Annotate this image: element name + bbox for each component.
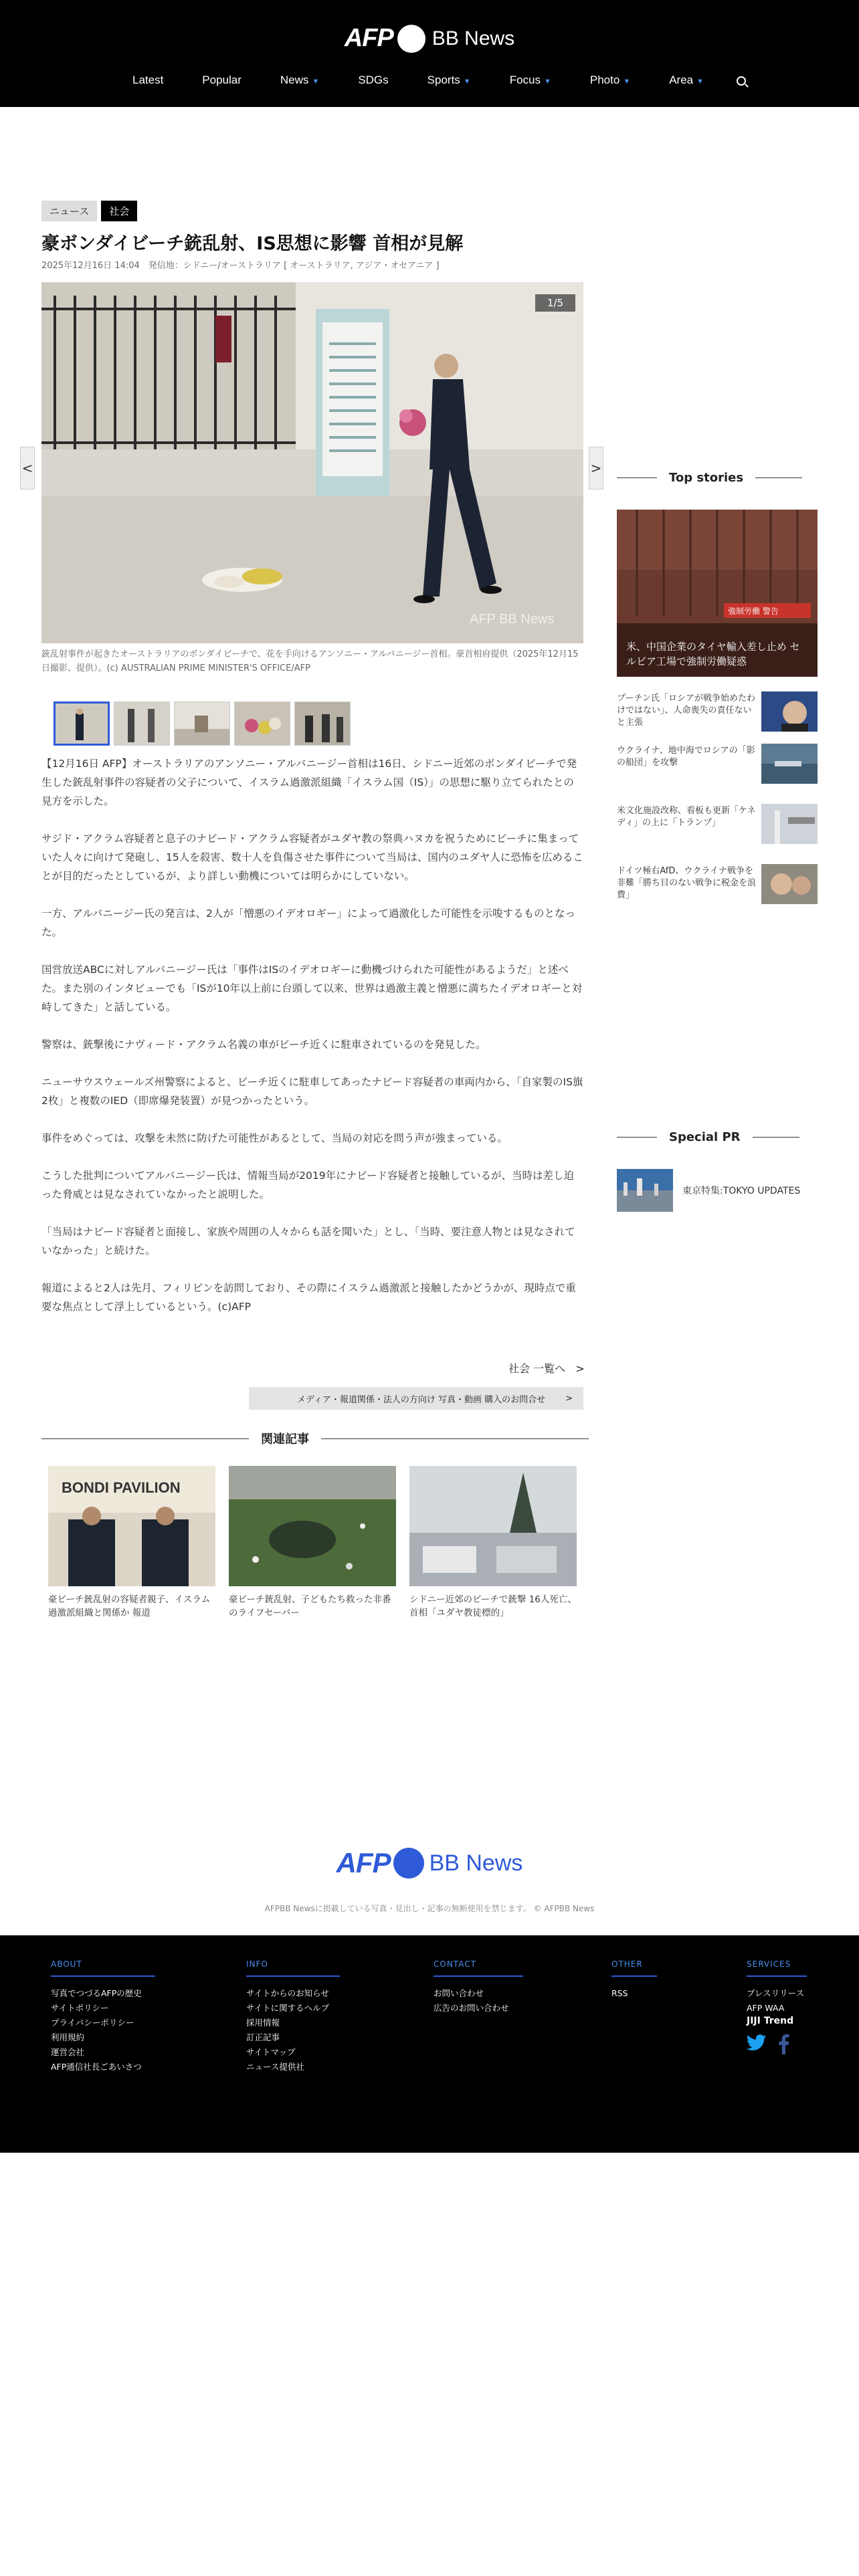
footer-link[interactable]: サイトに関するヘルプ xyxy=(246,2003,330,2013)
footer-link[interactable]: ニュース提供社 xyxy=(246,2062,304,2072)
article-paragraph: 事件をめぐっては、攻撃を未然に防げた可能性があるとして、当局の対応を問う声が強まっている。 xyxy=(41,1132,508,1144)
top-story-banner: 強制労働 警告 xyxy=(728,607,779,616)
article-meta: 2025年12月16日 14:04 発信地：シドニー/オーストラリア [ オーストラリア, アジア・オセアニア ] xyxy=(41,261,440,271)
chevron-down-icon: ▼ xyxy=(543,78,551,86)
search-icon[interactable] xyxy=(737,76,746,86)
top-story-item-image xyxy=(761,804,818,844)
footer-logo-bb: BB News xyxy=(429,1850,523,1876)
chevron-down-icon: ▼ xyxy=(696,78,704,86)
main-photo[interactable] xyxy=(41,282,583,643)
nav-popular[interactable]: Popular xyxy=(202,74,242,86)
top-story-item-title: ドイツ極右AfD、ウクライナ戦争を非難「勝ち目のない戦争に税金を浪費」 xyxy=(617,866,757,900)
article-tags xyxy=(41,201,137,221)
article-paragraph: こうした批判についてアルバニージー氏は、情報当局が2019年にナビード容疑者と接触しているが、当時は差し迫った脅威とは見なされていなかったと説明した。 xyxy=(41,1170,575,1200)
footer-logo-afp: AFP xyxy=(336,1847,391,1879)
related-image xyxy=(409,1466,577,1586)
chevron-down-icon: ▼ xyxy=(463,78,471,86)
nav-photo[interactable]: Photo ▼ xyxy=(589,74,631,86)
footer-col-other: OTHER RSS xyxy=(611,1959,657,2001)
logo-afp-text: AFP xyxy=(344,24,393,52)
article-body xyxy=(41,754,583,1335)
footer-link[interactable]: RSS xyxy=(611,1988,628,1998)
photo-thumbnail[interactable] xyxy=(294,702,351,746)
footer-link[interactable]: 利用規約 xyxy=(51,2032,85,2042)
related-image-sign: BONDI PAVILION xyxy=(62,1479,181,1496)
special-pr-image[interactable] xyxy=(617,1169,673,1212)
facebook-icon[interactable] xyxy=(777,2034,789,2054)
footer-link[interactable]: サイトマップ xyxy=(246,2047,296,2057)
main-photo-image xyxy=(41,282,583,643)
footer-link[interactable]: サイトポリシー xyxy=(51,2003,109,2013)
nav-sports[interactable]: Sports ▼ xyxy=(427,74,471,86)
top-story-main[interactable] xyxy=(617,510,818,677)
photo-thumbnail[interactable] xyxy=(174,702,230,746)
press-inquiry-label: メディア・報道関係・法人の方向け 写真・動画 購入のお問合せ xyxy=(296,1394,546,1405)
footer-col-about: ABOUT 写真でつづるAFPの歴史 サイトポリシー プライバシーポリシー 利用規約 運営会社 AFP通信社長ごあいさつ xyxy=(51,1959,155,2074)
footer-col-info: INFO サイトからのお知らせ サイトに関するヘルプ 採用情報 訂正記事 サイトマップ ニュース提供社 xyxy=(246,1959,340,2074)
related-title: 豪ビーチ銃乱射、子どもたち救った非番のライフセーバー xyxy=(229,1594,391,1618)
footer-link[interactable]: サイトからのお知らせ xyxy=(246,1988,329,1998)
footer-col-services: SERVICES プレスリリース AFP WAA JIJI Trend xyxy=(747,1959,807,2054)
photo-prev-button[interactable]: < xyxy=(20,447,35,490)
logo-bb-text: BB News xyxy=(432,27,515,49)
site-footer xyxy=(0,1935,859,2153)
footer-link[interactable]: 広告のお問い合わせ xyxy=(434,2003,509,2013)
article-title: 豪ボンダイビーチ銃乱射、IS思想に影響 首相が見解 xyxy=(41,233,464,254)
jiji-trend-link[interactable]: JIJI Trend xyxy=(747,2016,794,2026)
related-image xyxy=(229,1466,396,1586)
top-story-item[interactable] xyxy=(617,691,818,732)
tag-category[interactable]: 社会 xyxy=(101,201,137,221)
article-paragraph: 「当局はナビード容疑者と面接し、家族や周囲の人々からも話を聞いた」とし、「当時、要注意人物とは見なされていなかった」と続けた。 xyxy=(41,1226,575,1257)
site-logo[interactable] xyxy=(0,24,859,53)
related-article[interactable] xyxy=(48,1466,215,1620)
nav-focus[interactable]: Focus ▼ xyxy=(509,74,551,86)
article-paragraph: 報道によると2人は先月、フィリピンを訪問しており、その際にイスラム過激派と接触したかどうかが、現時点で重要な焦点として浮上しているという。(c)AFP xyxy=(41,1282,576,1313)
special-pr-heading: Special PR xyxy=(617,1130,799,1144)
press-inquiry-bar[interactable] xyxy=(249,1387,583,1410)
footer-link[interactable]: AFP通信社長ごあいさつ xyxy=(51,2062,142,2072)
nav-news[interactable]: News ▼ xyxy=(280,74,320,86)
footer-link[interactable]: 訂正記事 xyxy=(246,2032,280,2042)
site-header xyxy=(0,0,859,107)
logo-dot-icon xyxy=(393,1848,424,1879)
nav-area[interactable]: Area ▼ xyxy=(669,74,704,86)
tag-news[interactable]: ニュース xyxy=(41,201,97,221)
article-paragraph: サジド・アクラム容疑者と息子のナビード・アクラム容疑者がユダヤ教の祭典ハヌカを祝うためにビーチに集まっていた人々に向けて発砲し、15人を殺害、数十人を負傷させた事件について当局は、国内のユダヤ人に恐怖を広めることが目的だったとしているが、より詳しい動機については明らかにしていない。 xyxy=(41,833,583,882)
special-pr-link[interactable]: 東京特集:TOKYO UPDATES xyxy=(682,1186,801,1196)
chevron-down-icon: ▼ xyxy=(312,78,320,86)
top-story-item[interactable] xyxy=(617,864,818,904)
photo-watermark: AFP BB News xyxy=(470,612,555,627)
footer-link[interactable]: AFP WAA xyxy=(747,2003,785,2013)
footer-link[interactable]: 運営会社 xyxy=(51,2047,85,2057)
footer-logo[interactable] xyxy=(0,1847,859,1879)
photo-thumbnails xyxy=(54,702,351,746)
article-paragraph: 【12月16日 AFP】オーストラリアのアンソニー・アルバニージー首相は16日、シドニー近郊のボンダイビーチで発生した銃乱射事件の容疑者の父子について、イスラム過激派組織「イスラム国（IS）」の思想に駆り立てられたとの見方を示した。 xyxy=(41,758,577,807)
footer-copyright: AFPBB Newsに掲載している写真・見出し・記事の無断使用を禁じます。 © AFPBB News xyxy=(264,1904,595,1913)
top-story-item[interactable] xyxy=(617,804,818,844)
photo-thumbnail[interactable] xyxy=(54,702,110,746)
top-story-item-title: ウクライナ、地中海でロシアの「影の船団」を攻撃 xyxy=(617,746,755,768)
chevron-right-icon: > xyxy=(575,1362,585,1375)
photo-caption: 銃乱射事件が起きたオーストラリアのボンダイビーチで、花を手向けるアンソニー・アルバニージー首相。豪首相府提供（2025年12月15日撮影、提供）。(c) AUSTRALIAN PRIME MINISTER'S OFFICE/AFP xyxy=(41,649,579,673)
photo-counter: 1/5 xyxy=(535,294,575,312)
logo-dot-icon xyxy=(397,25,425,53)
top-story-item-image xyxy=(761,864,818,904)
article-paragraph: 国営放送ABCに対しアルバニージー氏は「事件はISのイデオロギーに動機づけられた可能性があるようだ」と述べた。また別のインタビューでも「ISが10年以上前に台頭して以来、世界は過激主義と憎悪に満ちたイデオロギーと対峙してきた」と話している。 xyxy=(41,964,583,1013)
top-story-title: 米、中国企業のタイヤ輸入差し止め セルビア工場で強制労働疑惑 xyxy=(626,641,800,667)
social-links xyxy=(747,2034,807,2054)
related-image xyxy=(48,1466,215,1586)
photo-thumbnail[interactable] xyxy=(234,702,290,746)
chevron-down-icon: ▼ xyxy=(623,78,631,86)
top-story-item-image xyxy=(761,744,818,784)
related-title: シドニー近郊のビーチで銃撃 16人死亡、首相「ユダヤ教徒標的」 xyxy=(409,1594,577,1618)
footer-link[interactable]: 写真でつづるAFPの歴史 xyxy=(51,1988,142,1998)
category-list-link[interactable]: 社会 一覧へ > xyxy=(508,1362,585,1375)
top-story-item-title: 米文化施設改称、看板も更新「ケネディ」の上に「トランプ」 xyxy=(617,806,756,828)
chevron-right-icon: > xyxy=(565,1393,573,1404)
top-story-item-title: プーチン氏「ロシアが戦争始めたわけではない」、人命喪失の責任ないと主張 xyxy=(617,693,755,728)
article-paragraph: ニューサウスウェールズ州警察によると、ビーチ近くに駐車してあったナビード容疑者の車両内から、「自家製のIS旗2枚」と複数のIED（即席爆発装置）が見つかったという。 xyxy=(41,1076,583,1107)
twitter-icon[interactable] xyxy=(747,2034,767,2052)
footer-link[interactable]: プレスリリース xyxy=(747,1988,805,1998)
top-stories-heading: Top stories xyxy=(617,471,802,485)
related-title: 豪ビーチ銃乱射の容疑者親子、イスラム過激派組織と関係か 報道 xyxy=(48,1594,211,1618)
main-nav xyxy=(0,74,859,87)
photo-thumbnail[interactable] xyxy=(114,702,170,746)
photo-next-button[interactable]: > xyxy=(589,447,603,490)
footer-link[interactable]: 採用情報 xyxy=(246,2018,280,2028)
article-paragraph: 一方、アルバニージー氏の発言は、2人が「憎悪のイデオロギー」によって過激化した可能性を示唆するものとなった。 xyxy=(41,907,576,938)
footer-link[interactable]: プライバシーポリシー xyxy=(51,2018,134,2028)
footer-link[interactable]: お問い合わせ xyxy=(434,1988,484,1998)
article-paragraph: 警察は、銃撃後にナヴィード・アクラム名義の車がビーチ近くに駐車されているのを発見した。 xyxy=(41,1039,486,1051)
related-article[interactable] xyxy=(409,1466,577,1620)
top-story-item-image xyxy=(761,691,818,732)
related-article[interactable] xyxy=(229,1466,396,1620)
nav-latest[interactable]: Latest xyxy=(132,74,164,86)
footer-col-contact: CONTACT お問い合わせ 広告のお問い合わせ xyxy=(434,1959,523,2016)
top-story-item[interactable] xyxy=(617,744,818,784)
related-heading: 関連記事 xyxy=(41,1430,589,1447)
nav-sdgs[interactable]: SDGs xyxy=(358,74,389,86)
